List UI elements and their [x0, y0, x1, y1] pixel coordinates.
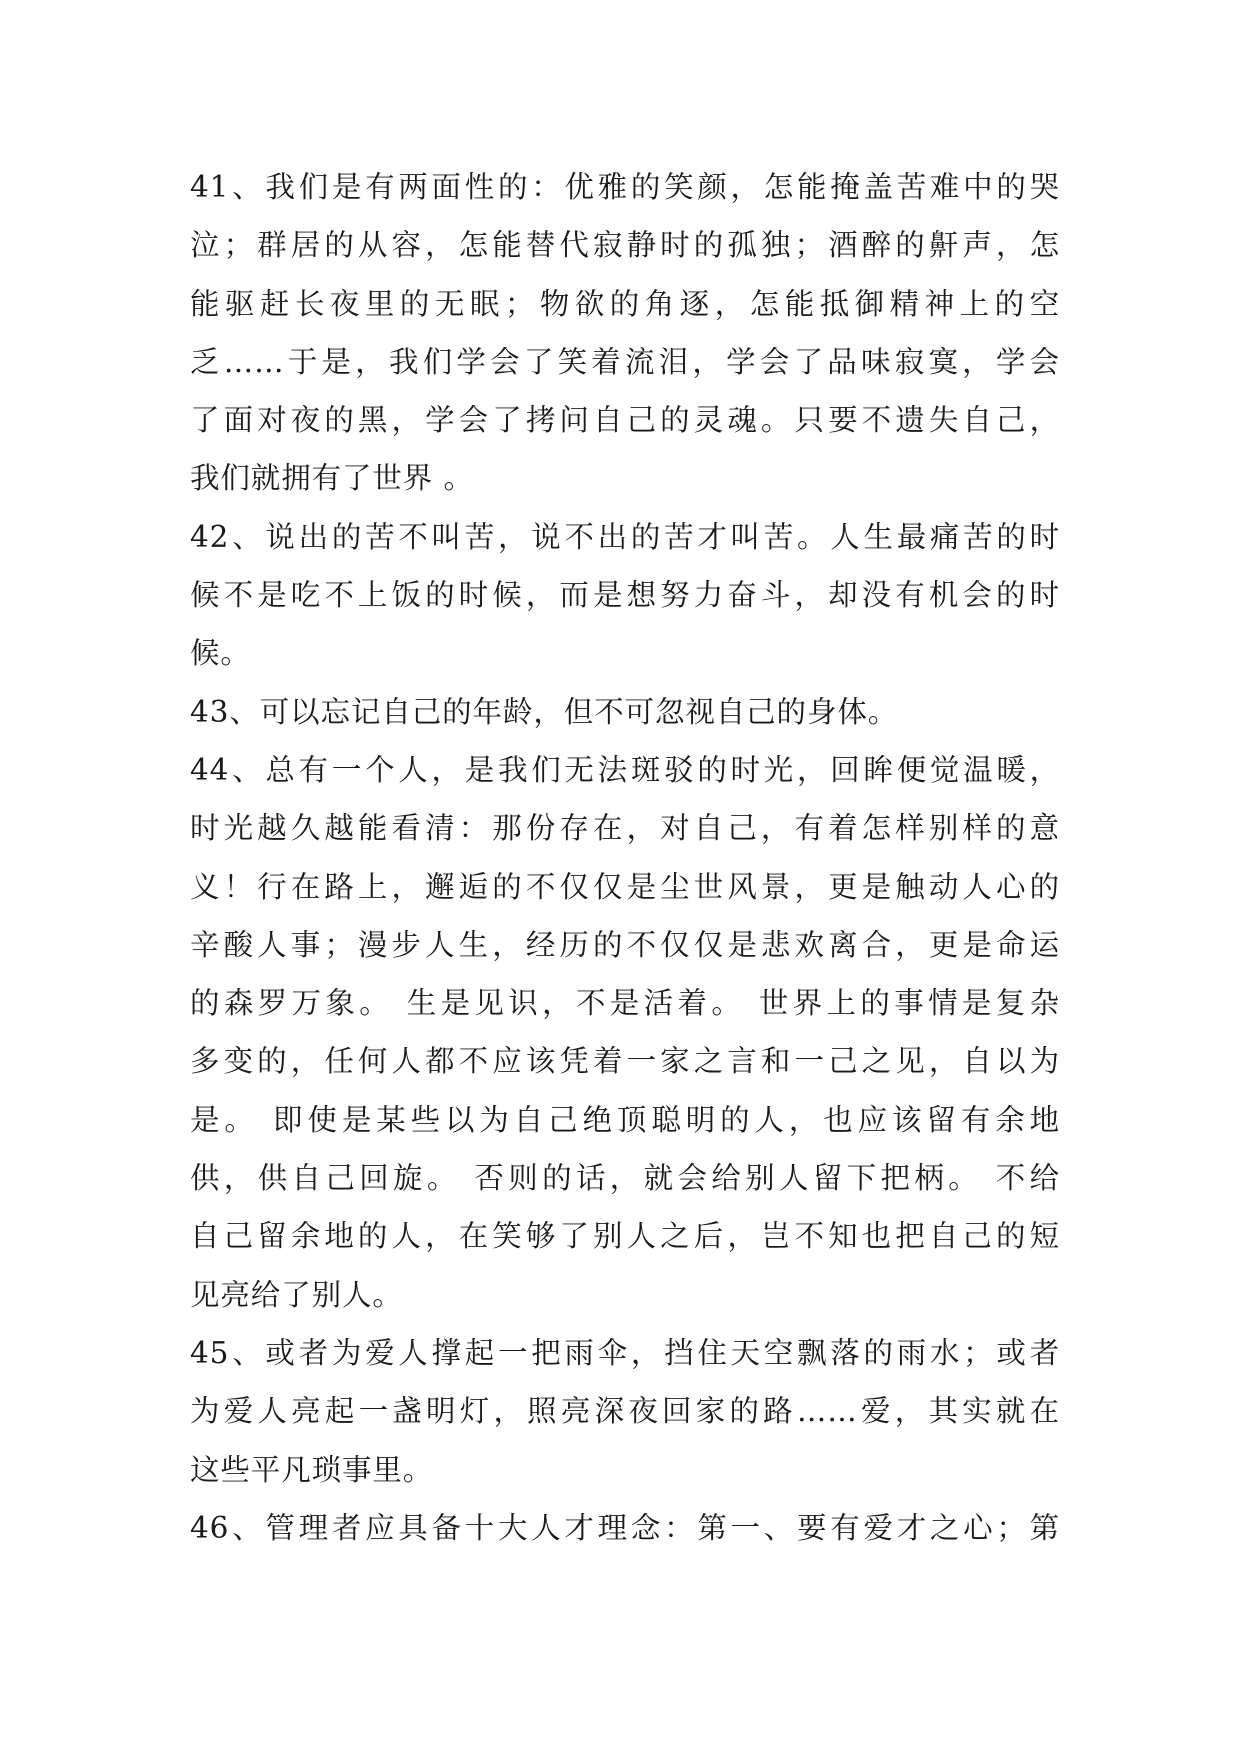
text-line: 候不是吃不上饭的时候，而是想努力奋斗，却没有机会的时: [190, 578, 1060, 613]
text-line: 的森罗万象。 生是见识，不是活着。 世界上的事情是复杂: [190, 986, 1060, 1021]
text-line: 42、说出的苦不叫苦，说不出的苦才叫苦。人生最痛苦的时: [190, 519, 1060, 554]
text-line: 义！行在路上，邂逅的不仅仅是尘世风景，更是触动人心的: [190, 869, 1060, 904]
text-line: 44、总有一个人，是我们无法斑驳的时光，回眸便觉温暖，: [190, 752, 1060, 787]
text-line: 45、或者为爱人撑起一把雨伞，挡住天空飘落的雨水；或者: [190, 1335, 1060, 1370]
text-line: 我们就拥有了世界 。: [190, 461, 474, 496]
text-line: 时光越久越能看清：那份存在，对自己，有着怎样别样的意: [190, 811, 1060, 846]
text-line: 43、可以忘记自己的年龄，但不可忽视自己的身体。: [190, 694, 899, 729]
text-line: 自己留余地的人，在笑够了别人之后，岂不知也把自己的短: [190, 1219, 1060, 1254]
text-line: 多变的，任何人都不应该凭着一家之言和一己之见，自以为: [190, 1044, 1060, 1079]
text-line: 泣；群居的从容，怎能替代寂静时的孤独；酒醉的鼾声，怎: [190, 228, 1060, 263]
document-body: [190, 158, 1060, 1557]
text-line: 46、管理者应具备十大人才理念：第一、要有爱才之心；第: [190, 1510, 1060, 1545]
text-line: 供，供自己回旋。 否则的话，就会给别人留下把柄。 不给: [190, 1161, 1060, 1196]
text-line: 这些平凡琐事里。: [190, 1452, 434, 1487]
text-line: 41、我们是有两面性的：优雅的笑颜，怎能掩盖苦难中的哭: [190, 170, 1060, 204]
text-line: 见亮给了别人。: [190, 1277, 403, 1312]
text-line: 是。 即使是某些以为自己绝顶聪明的人，也应该留有余地: [190, 1102, 1060, 1137]
text-line: 乏……于是，我们学会了笑着流泪，学会了品味寂寞，学会: [190, 344, 1060, 379]
text-line: 辛酸人事；漫步人生，经历的不仅仅是悲欢离合，更是命运: [190, 927, 1060, 962]
text-line: 候。: [190, 636, 251, 671]
text-line: 了面对夜的黑，学会了拷问自己的灵魂。只要不遗失自己，: [190, 403, 1060, 438]
text-line: 能驱赶长夜里的无眠；物欲的角逐，怎能抵御精神上的空: [190, 286, 1060, 321]
text-line: 为爱人亮起一盏明灯，照亮深夜回家的路……爱，其实就在: [190, 1394, 1060, 1429]
